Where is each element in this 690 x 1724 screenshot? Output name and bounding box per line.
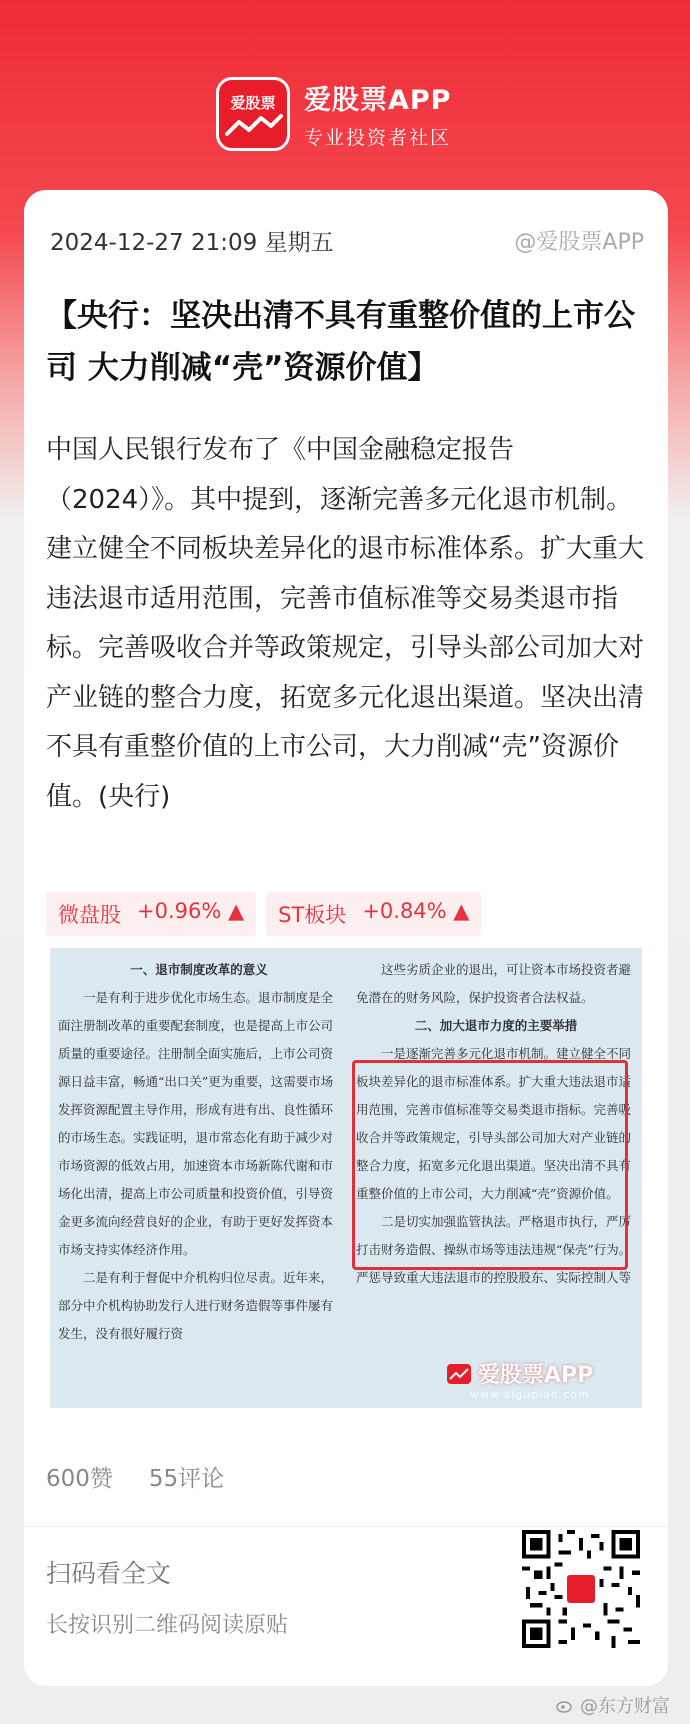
brand-name: 爱股票APP bbox=[304, 85, 452, 116]
highlight-box bbox=[352, 1060, 628, 1270]
watermark-url: www.aigupiao.com bbox=[470, 1388, 590, 1401]
stock-tag-name: 微盘股 bbox=[58, 903, 121, 927]
weibo-watermark bbox=[556, 1692, 670, 1718]
watermark-text: 爱股票APP bbox=[478, 1363, 594, 1388]
image-watermark bbox=[446, 1358, 593, 1389]
post-stats bbox=[46, 1460, 224, 1493]
chart-line-icon bbox=[225, 110, 283, 140]
weibo-icon bbox=[556, 1697, 574, 1713]
document-heading: 一、退市制度改革的意义 bbox=[130, 962, 268, 977]
stock-tags bbox=[46, 892, 481, 936]
stock-tag-change: +0.84% ▲ bbox=[362, 899, 470, 923]
post-card bbox=[24, 190, 668, 1686]
document-paragraph: 二是切实加强监管执法。严格退市执行，严厉打击财务造假、操纵市场等违法违规“保壳”行为。严惩导致重大违法退市的控股股东、实际控制人等 bbox=[356, 1214, 632, 1285]
scan-title: 扫码看全文 bbox=[46, 1559, 172, 1588]
divider bbox=[24, 1526, 668, 1527]
app-logo-icon bbox=[216, 77, 290, 151]
stock-tag-change: +0.96% ▲ bbox=[137, 899, 245, 923]
stock-tag[interactable] bbox=[266, 892, 481, 936]
document-heading: 二、加大退市力度的主要举措 bbox=[414, 1018, 578, 1033]
stock-tag[interactable] bbox=[46, 892, 256, 936]
post-meta bbox=[50, 224, 644, 257]
brand-header bbox=[216, 74, 496, 154]
post-title: 【央行：坚决出清不具有重整价值的上市公司 大力削减“壳”资源价值】 bbox=[46, 298, 635, 386]
post-source[interactable]: @爱股票APP bbox=[514, 230, 644, 255]
stock-tag-name: ST板块 bbox=[278, 903, 347, 927]
scan-subtitle: 长按识别二维码阅读原贴 bbox=[46, 1613, 289, 1638]
document-paragraph: 一是有利于进步优化市场生态。退市制度是全面注册制改革的重要配套制度，也是提高上市公司质量的重要途径。注册制全面实施后，上市公司资源日益丰富，畅通“出口关”更为重要，这需要市场发挥资源配置主导作用，形成有进有出、良性循环的市场生态。实践证明，退市常态化有助于减少对市场资源的低效占用，加速资本市场新陈代谢和市场化出清，提高上市公司质量和投资价值，引导资金更多流向经营良好的企业，有助于更好发挥资本市场支持实体经济作用。 bbox=[58, 990, 334, 1257]
logo-text: 爱股票 bbox=[230, 94, 276, 112]
comments-count[interactable]: 55评论 bbox=[148, 1466, 225, 1492]
post-body: 中国人民银行发布了《中国金融稳定报告（2024）》。其中提到，逐渐完善多元化退市机制。建立健全不同板块差异化的退市标准体系。扩大重大违法退市适用范围，完善市值标准等交易类退市指标。完善吸收合并等政策规定，引导头部公司加大对产业链的整合力度，拓宽多元化退出渠道。坚决出清不具有重整价值的上市公司，大力削减“壳”资源价值。(央行) bbox=[46, 435, 645, 812]
likes-count[interactable]: 600赞 bbox=[46, 1466, 113, 1492]
document-screenshot[interactable] bbox=[50, 948, 642, 1408]
weibo-watermark-text: @东方财富 bbox=[580, 1696, 670, 1717]
document-paragraph: 这些劣质企业的退出，可让资本市场投资者避免潜在的财务风险，保护投资者合法权益。 bbox=[356, 962, 632, 1005]
document-paragraph: 一是逐渐完善多元化退市机制。建立健全不同板块差异化的退市标准体系。扩大重大违法退市适用范围，完善市值标准等交易类退市指标。完善吸收合并等政策规定，引导头部公司加大对产业链的整合力度，拓宽多元化退出渠道。坚决出清不具有重整价值的上市公司，大力削减“壳”资源价值。 bbox=[356, 1046, 632, 1201]
qr-code[interactable] bbox=[522, 1530, 640, 1648]
brand-slogan: 专业投资者社区 bbox=[304, 127, 452, 149]
post-datetime: 2024-12-27 21:09 星期五 bbox=[50, 230, 334, 256]
qr-logo-icon bbox=[564, 1572, 598, 1606]
document-paragraph: 二是有利于督促中介机构归位尽责。近年来，部分中介机构协助发行人进行财务造假等事件屡有发生，没有很好履行资 bbox=[58, 1270, 334, 1341]
watermark-logo-icon bbox=[446, 1363, 472, 1385]
document-left-column bbox=[58, 956, 340, 1348]
